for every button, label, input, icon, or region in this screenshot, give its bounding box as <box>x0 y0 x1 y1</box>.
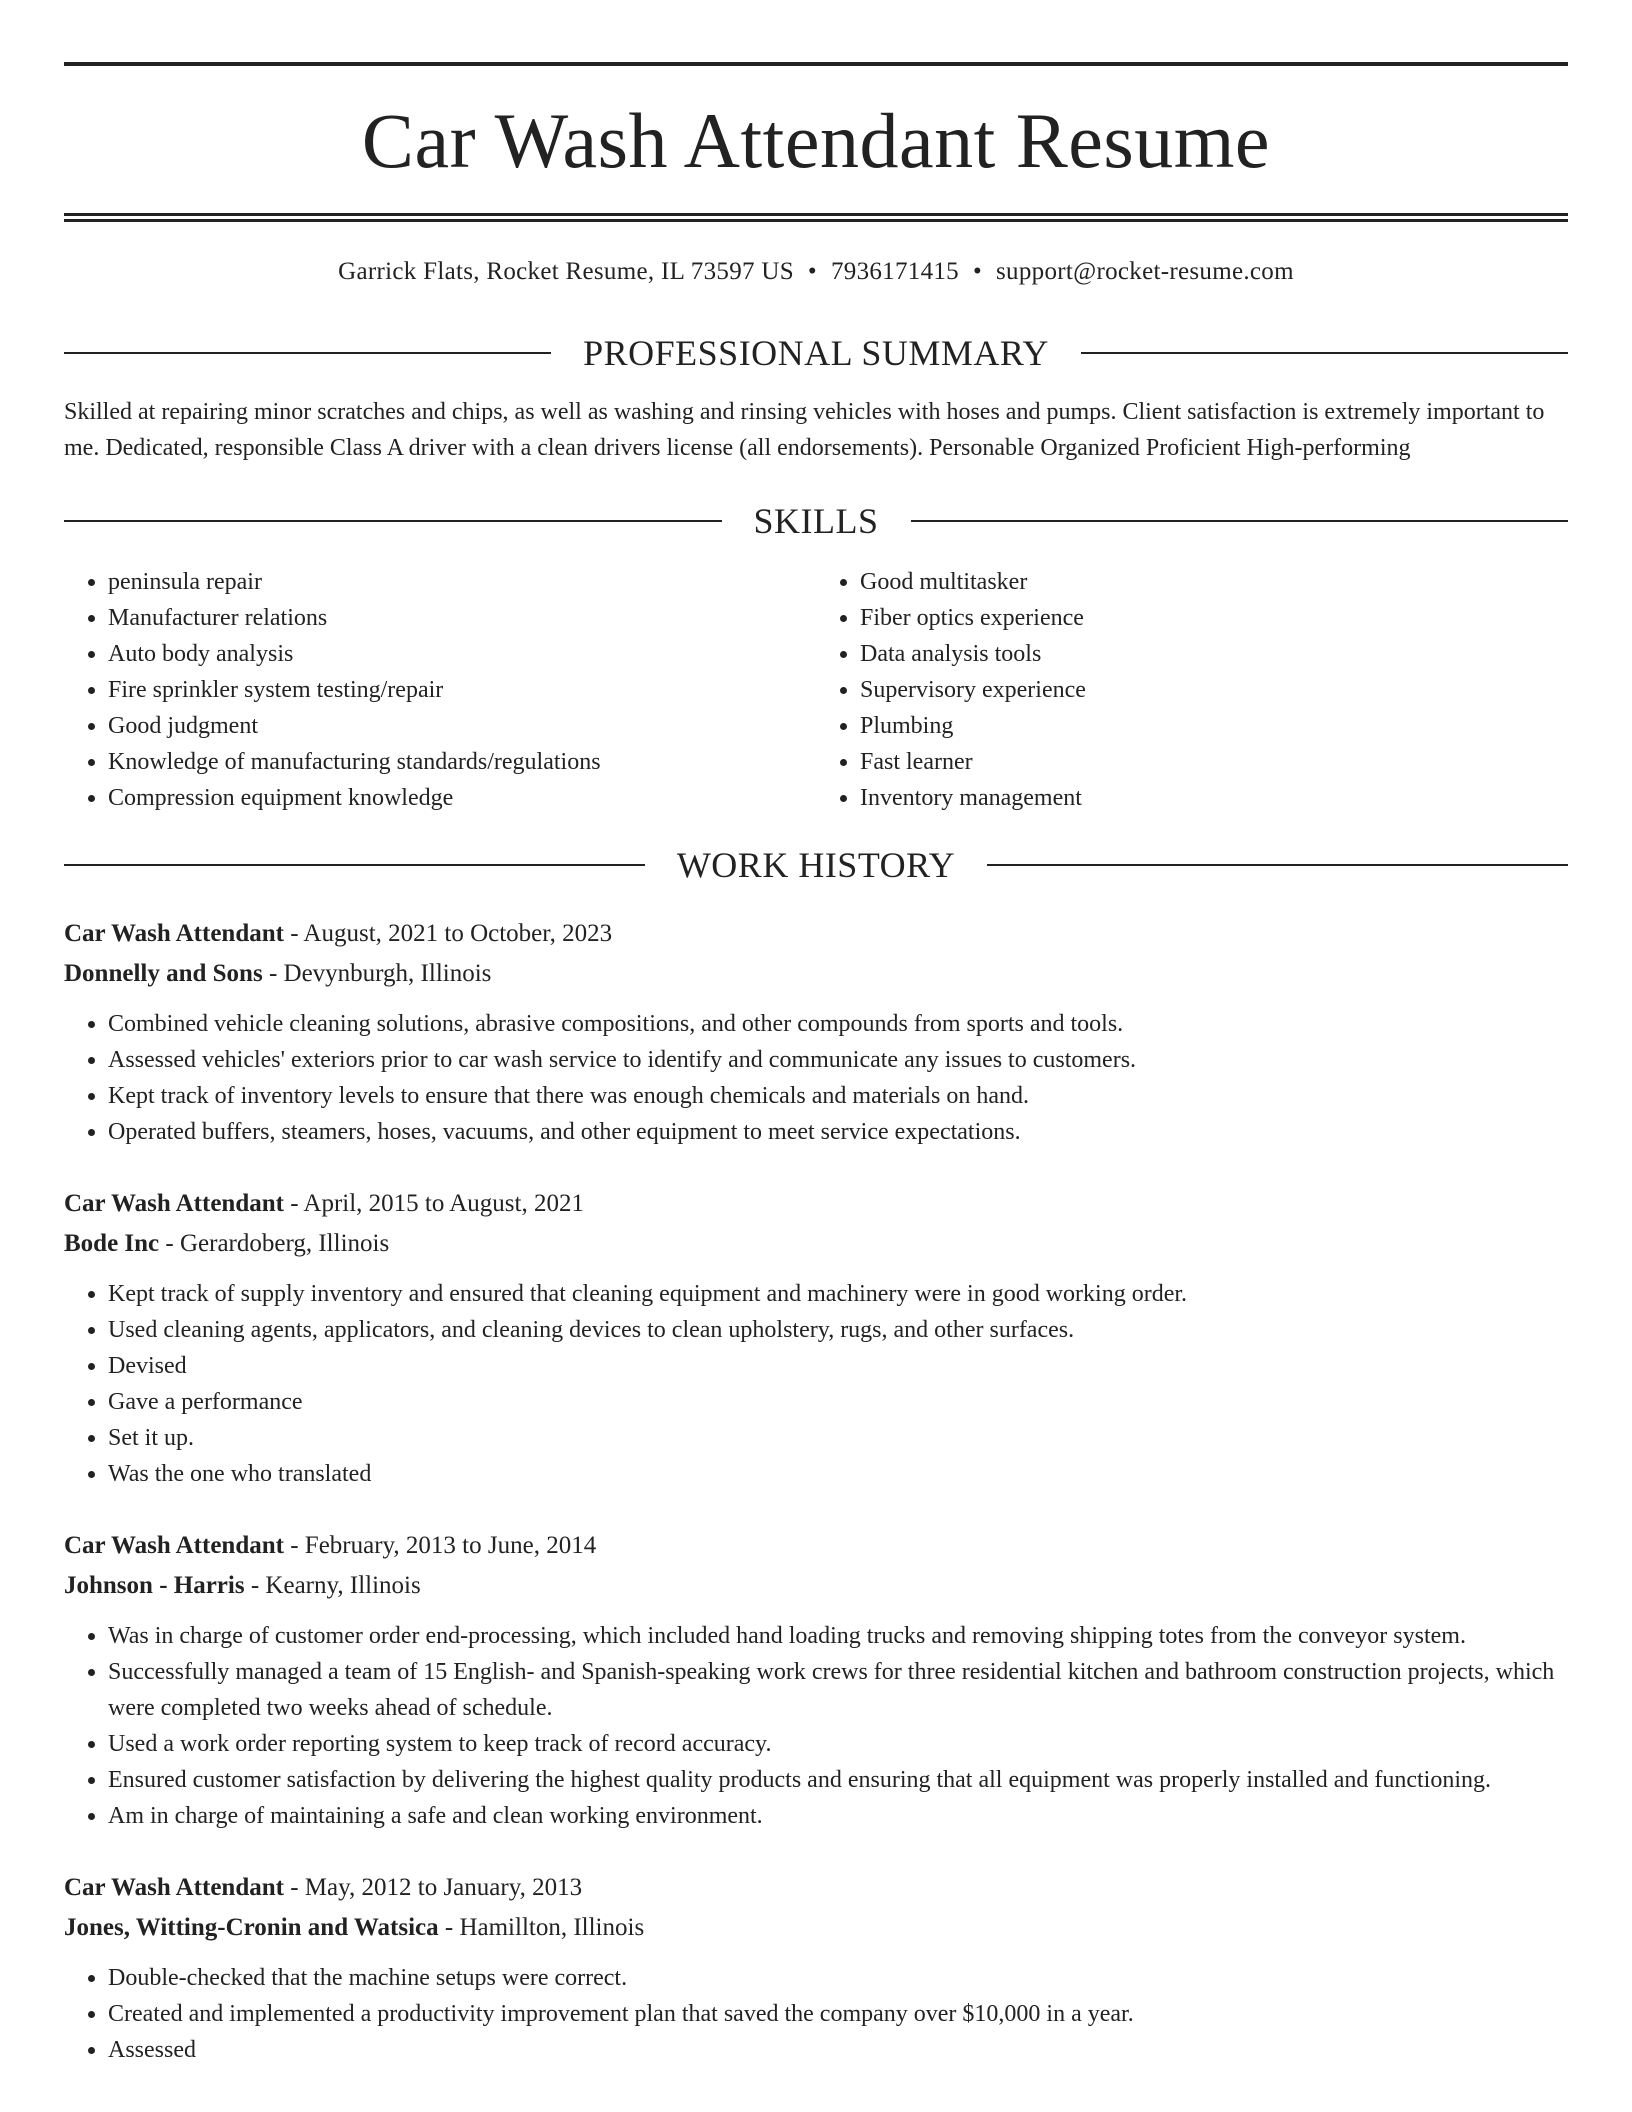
job-bullet: • Set it up. <box>108 1420 1568 1456</box>
job-bullet: • Gave a performance <box>108 1384 1568 1420</box>
resume-title: Car Wash Attendant Resume <box>361 97 1271 184</box>
job-bullet: • Was in charge of customer order end-processing, which included hand loading trucks and removing shipping totes from the conveyor system. <box>108 1618 1568 1654</box>
heading-rule-left <box>64 352 551 354</box>
job-location: - Gerardoberg, Illinois <box>159 1230 390 1257</box>
job-bullet: • Devised <box>108 1348 1568 1384</box>
skill-item: • Knowledge of manufacturing standards/regulations <box>108 744 816 780</box>
heading-rule-right <box>987 864 1568 866</box>
skill-item: • Good judgment <box>108 708 816 744</box>
summary-heading <box>64 332 1568 374</box>
job-company-line <box>64 1908 1568 1948</box>
job-company-line <box>64 954 1568 994</box>
job-bullet: • Ensured customer satisfaction by delivering the highest quality products and ensuring that all equipment was properly installed and functioning. <box>108 1762 1568 1798</box>
job-title: Car Wash Attendant <box>64 920 284 947</box>
work-heading-label: WORK HISTORY <box>676 845 956 885</box>
work-history <box>64 914 1568 2068</box>
job-entry <box>64 1184 1568 1492</box>
job-bullet: • Am in charge of maintaining a safe and clean working environment. <box>108 1798 1568 1834</box>
skill-item: • Fiber optics experience <box>860 600 1568 636</box>
skill-item: • Good multitasker <box>860 564 1568 600</box>
job-company: Donnelly and Sons <box>64 960 263 987</box>
job-title: Car Wash Attendant <box>64 1874 284 1901</box>
skill-item: • Inventory management <box>860 780 1568 816</box>
job-bullet: • Assessed <box>108 2032 1568 2068</box>
job-bullet: • Was the one who translated <box>108 1456 1568 1492</box>
job-bullet: • Created and implemented a productivity improvement plan that saved the company over $10,000 in a year. <box>108 1996 1568 2032</box>
job-bullet: • Kept track of inventory levels to ensure that there was enough chemicals and materials on hand. <box>108 1078 1568 1114</box>
skills-heading <box>64 500 1568 542</box>
contact-separator: • <box>807 258 817 285</box>
job-title-line <box>64 1526 1568 1566</box>
work-heading <box>64 844 1568 886</box>
job-dates: - April, 2015 to August, 2021 <box>283 1190 584 1217</box>
heading-rule-left <box>64 864 645 866</box>
job-bullet: • Operated buffers, steamers, hoses, vacuums, and other equipment to meet service expectations. <box>108 1114 1568 1150</box>
title-double-rule <box>64 213 1568 222</box>
job-bullets <box>64 1960 1568 2068</box>
skill-item: • Supervisory experience <box>860 672 1568 708</box>
resume-page <box>64 0 1568 2068</box>
job-dates: - August, 2021 to October, 2023 <box>283 920 613 947</box>
job-bullet: • Successfully managed a team of 15 English- and Spanish-speaking work crews for three residential kitchen and bathroom construction projects, which were completed two weeks ahead of schedule. <box>108 1654 1568 1726</box>
skill-item: • peninsula repair <box>108 564 816 600</box>
job-bullet: • Used cleaning agents, applicators, and cleaning devices to clean upholstery, rugs, and other surfaces. <box>108 1312 1568 1348</box>
summary-heading-label: PROFESSIONAL SUMMARY <box>583 333 1049 373</box>
skill-item: • Manufacturer relations <box>108 600 816 636</box>
job-entry <box>64 1526 1568 1834</box>
skills-list-left <box>64 564 816 816</box>
job-title: Car Wash Attendant <box>64 1190 284 1217</box>
job-dates: - May, 2012 to January, 2013 <box>283 1874 583 1901</box>
job-location: - Devynburgh, Illinois <box>262 960 492 987</box>
job-bullet: • Assessed vehicles' exteriors prior to car wash service to identify and communicate any issues to customers. <box>108 1042 1568 1078</box>
skill-item: • Plumbing <box>860 708 1568 744</box>
job-dates: - February, 2013 to June, 2014 <box>283 1532 597 1559</box>
job-bullet: • Used a work order reporting system to keep track of record accuracy. <box>108 1726 1568 1762</box>
job-bullet: • Double-checked that the machine setups were correct. <box>108 1960 1568 1996</box>
skills-heading-label: SKILLS <box>753 501 879 541</box>
contact-email: support@rocket-resume.com <box>996 258 1294 285</box>
job-location: - Hamillton, Illinois <box>438 1914 645 1941</box>
skill-item: • Auto body analysis <box>108 636 816 672</box>
job-entry <box>64 1868 1568 2068</box>
job-company: Jones, Witting-Cronin and Watsica <box>64 1914 439 1941</box>
contact-separator: • <box>972 258 983 285</box>
skill-item: • Fire sprinkler system testing/repair <box>108 672 816 708</box>
skills-columns <box>64 564 1568 816</box>
contact-line <box>64 258 1568 286</box>
job-title-line <box>64 914 1568 954</box>
job-bullets <box>64 1006 1568 1150</box>
job-title-line <box>64 1184 1568 1224</box>
job-company: Bode Inc <box>64 1230 160 1257</box>
top-rule <box>64 62 1568 66</box>
job-entry <box>64 914 1568 1150</box>
job-bullets <box>64 1618 1568 1834</box>
job-bullet: • Combined vehicle cleaning solutions, abrasive compositions, and other compounds from sports and tools. <box>108 1006 1568 1042</box>
job-company-line <box>64 1224 1568 1264</box>
contact-address: Garrick Flats, Rocket Resume, IL 73597 US <box>338 258 794 285</box>
job-company: Johnson - Harris <box>64 1572 245 1599</box>
job-title-line <box>64 1868 1568 1908</box>
skill-item: • Data analysis tools <box>860 636 1568 672</box>
heading-rule-right <box>911 520 1569 522</box>
job-location: - Kearny, Illinois <box>244 1572 421 1599</box>
summary-text: Skilled at repairing minor scratches and chips, as well as washing and rinsing vehicles with hoses and pumps. Client satisfaction is extremely important to me. Dedicated, responsible Class A driver with a clean drivers license (all endorsements). Personable Organized Proficient High-performing <box>64 399 1545 461</box>
skills-list-right <box>816 564 1568 816</box>
skill-item: • Fast learner <box>860 744 1568 780</box>
heading-rule-right <box>1081 352 1568 354</box>
contact-phone: 7936171415 <box>830 258 959 285</box>
job-title: Car Wash Attendant <box>64 1532 284 1559</box>
job-bullets <box>64 1276 1568 1492</box>
job-bullet: • Kept track of supply inventory and ensured that cleaning equipment and machinery were in good working order. <box>108 1276 1568 1312</box>
skill-item: • Compression equipment knowledge <box>108 780 816 816</box>
job-company-line <box>64 1566 1568 1606</box>
heading-rule-left <box>64 520 722 522</box>
